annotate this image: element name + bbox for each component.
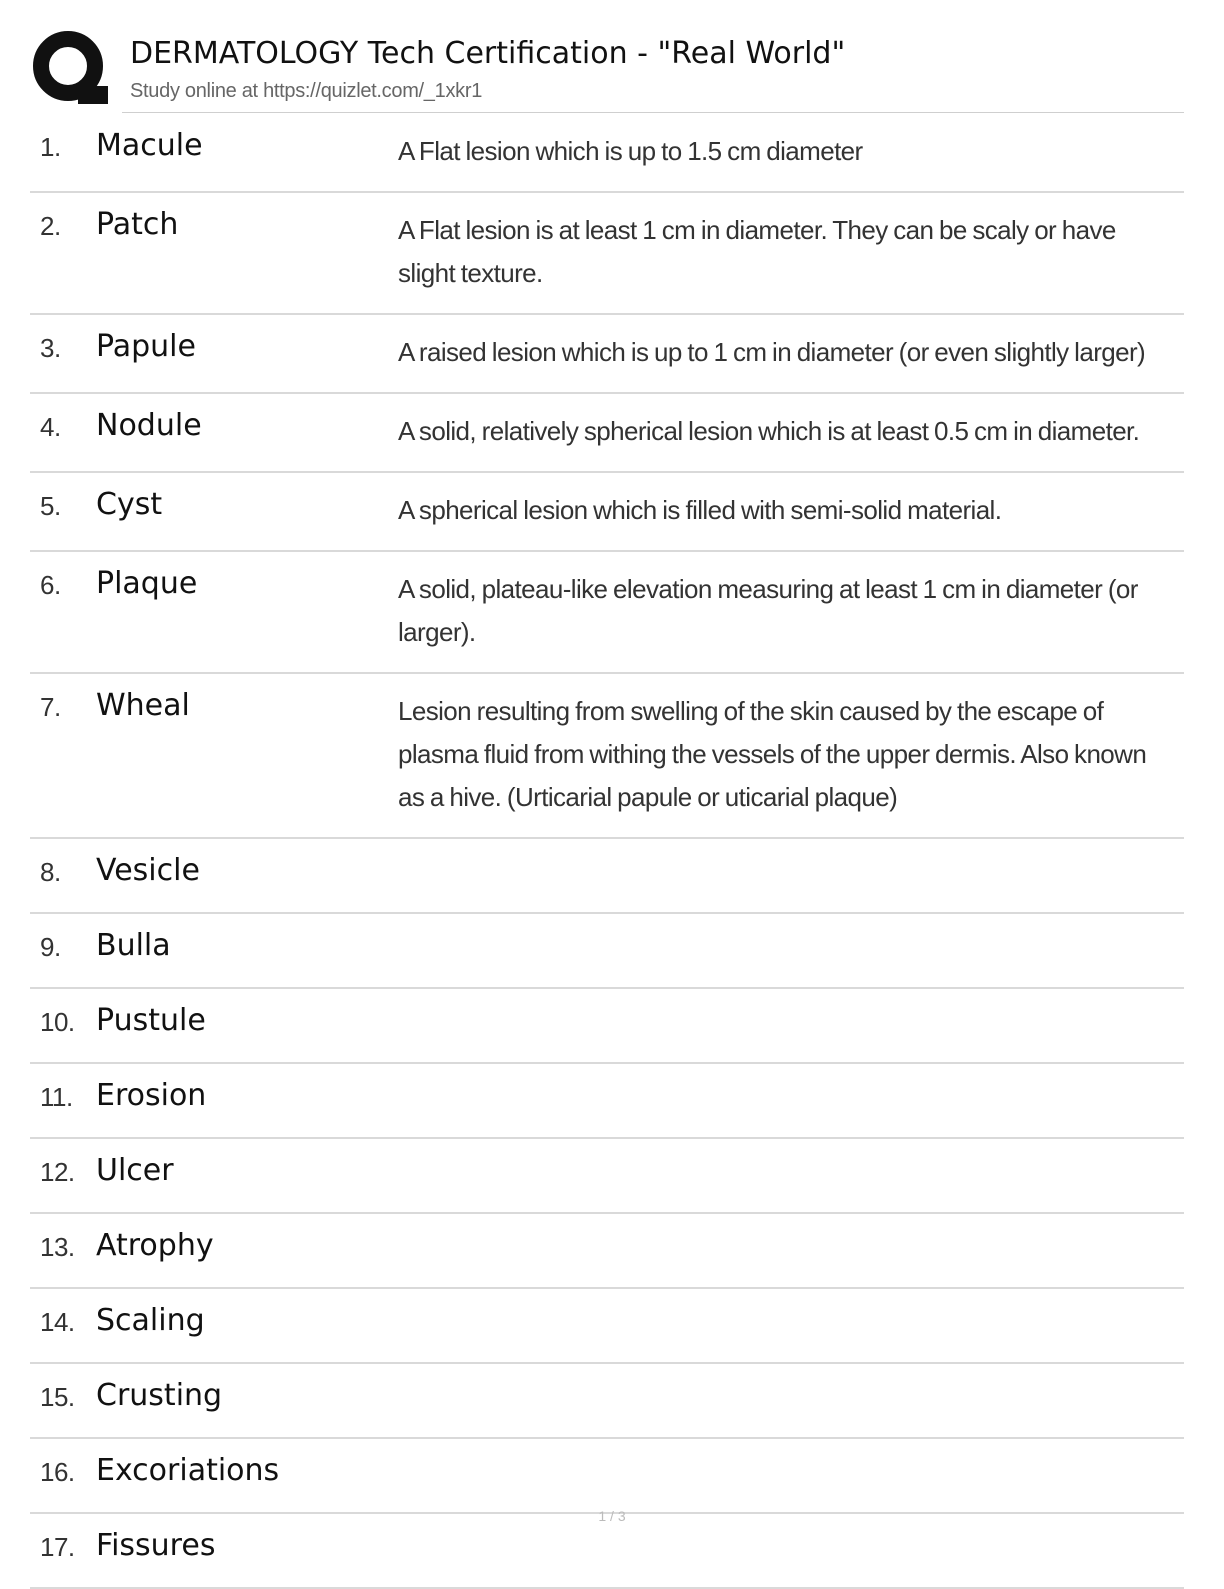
term-definition: [398, 1289, 1178, 1362]
term-definition: [398, 1139, 1178, 1212]
term-number: 15.: [40, 1382, 75, 1412]
term-name: Fissures: [96, 1528, 216, 1563]
terms-list: [30, 114, 1184, 1589]
term-name: Vesicle: [96, 853, 200, 888]
term-definition: A raised lesion which is up to 1 cm in diameter (or even slightly larger): [398, 337, 1146, 367]
term-definition: [398, 839, 1178, 912]
term-number: 3.: [40, 333, 61, 363]
document-header: [30, 28, 1184, 114]
term-number: 13.: [40, 1232, 75, 1262]
term-definition: [398, 1439, 1178, 1512]
term-row: [30, 552, 1184, 674]
term-name: Atrophy: [96, 1228, 214, 1263]
term-number: 17.: [40, 1532, 75, 1562]
term-name: Cyst: [96, 487, 163, 522]
term-number: 14.: [40, 1307, 75, 1337]
term-number: 4.: [40, 412, 61, 442]
term-row: [30, 1364, 1184, 1439]
term-number: 12.: [40, 1157, 75, 1187]
term-row: [30, 1214, 1184, 1289]
term-name: Excoriations: [96, 1453, 280, 1488]
term-definition: [398, 1214, 1178, 1287]
term-name: Ulcer: [96, 1153, 174, 1188]
term-name: Erosion: [96, 1078, 207, 1113]
term-name: Macule: [96, 128, 203, 163]
term-number: 9.: [40, 932, 61, 962]
term-name: Crusting: [96, 1378, 223, 1413]
term-row: [30, 315, 1184, 394]
term-row: [30, 394, 1184, 473]
term-row: [30, 989, 1184, 1064]
term-number: 1.: [40, 132, 61, 162]
term-name: Patch: [96, 207, 179, 242]
term-row: [30, 1514, 1184, 1589]
term-name: Nodule: [96, 408, 202, 443]
term-row: [30, 914, 1184, 989]
term-row: [30, 839, 1184, 914]
term-name: Scaling: [96, 1303, 205, 1338]
term-definition: [398, 989, 1178, 1062]
term-row: [30, 1289, 1184, 1364]
term-row: [30, 473, 1184, 552]
page-title: DERMATOLOGY Tech Certification - "Real World": [130, 36, 846, 71]
term-definition: [398, 914, 1178, 987]
term-definition: [398, 1514, 1178, 1587]
term-row: [30, 193, 1184, 315]
term-definition: A Flat lesion which is up to 1.5 cm diameter: [398, 136, 863, 166]
term-number: 11.: [40, 1082, 73, 1112]
term-definition: Lesion resulting from swelling of the skin caused by the escape of plasma fluid from withing the vessels of the upper dermis. Also known as a hive. (Urticarial papule or uticarial plaque): [398, 696, 1147, 812]
term-definition: [398, 1364, 1178, 1437]
term-number: 6.: [40, 570, 61, 600]
term-definition: A solid, plateau-like elevation measuring at least 1 cm in diameter (or larger).: [398, 574, 1138, 647]
term-name: Bulla: [96, 928, 171, 963]
term-number: 7.: [40, 692, 61, 722]
term-row: [30, 1439, 1184, 1514]
term-row: [30, 1139, 1184, 1214]
term-name: Wheal: [96, 688, 190, 723]
page-indicator: 1 / 3: [598, 1508, 626, 1524]
study-online-link[interactable]: Study online at https://quizlet.com/_1xkr1: [130, 80, 483, 102]
header-divider: [122, 112, 1184, 113]
term-number: 2.: [40, 211, 61, 241]
term-row: [30, 1064, 1184, 1139]
term-number: 16.: [40, 1457, 75, 1487]
term-name: Pustule: [96, 1003, 206, 1038]
term-number: 10.: [40, 1007, 75, 1037]
term-number: 5.: [40, 491, 61, 521]
term-definition: A spherical lesion which is filled with semi-solid material.: [398, 495, 1002, 525]
quizlet-q-logo-icon: [30, 28, 110, 108]
term-definition: A Flat lesion is at least 1 cm in diameter. They can be scaly or have slight texture.: [398, 215, 1116, 288]
term-number: 8.: [40, 857, 61, 887]
term-row: [30, 114, 1184, 193]
term-row: [30, 674, 1184, 839]
term-name: Papule: [96, 329, 196, 364]
term-definition: [398, 1064, 1178, 1137]
term-name: Plaque: [96, 566, 198, 601]
term-definition: A solid, relatively spherical lesion which is at least 0.5 cm in diameter.: [398, 416, 1140, 446]
